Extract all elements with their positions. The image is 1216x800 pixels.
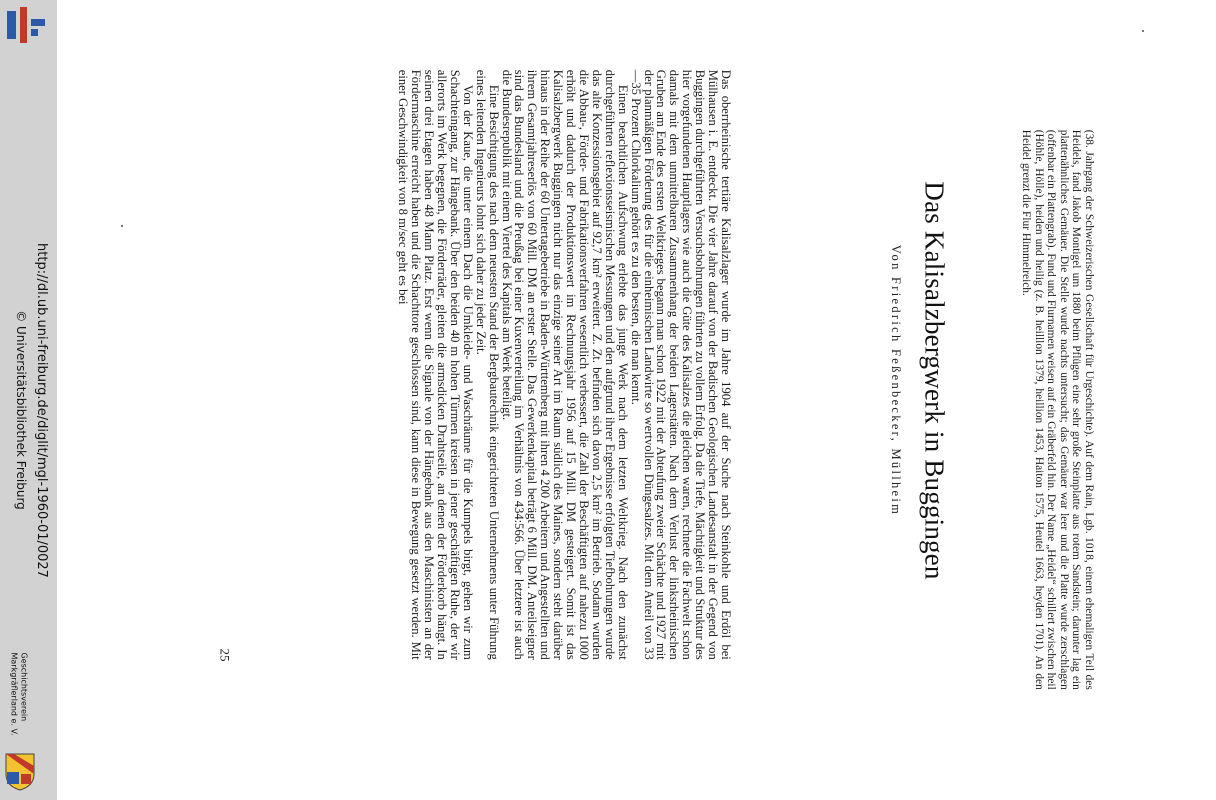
document-url[interactable]: http://dl.ub.uni-freiburg.de/diglit/mgl-1960-01/0027	[33, 242, 49, 578]
page-number-wrap	[214, 640, 234, 670]
article-title-wrap	[912, 150, 956, 610]
viewer-sidebar	[0, 0, 57, 800]
article-byline: Von Friedrich Feßenbecker, Müllheim	[889, 244, 904, 516]
paragraph: Eine Besichtigung des nach dem neuesten Stand der Bergbautechnik eingerichteten Unternehmens unter Führung eines leitenden Ingenieurs lohnt sich daher zu jeder Zeit.	[473, 70, 501, 660]
society-coat-of-arms-icon	[4, 752, 36, 792]
footnote-block-wrap	[1002, 120, 1112, 700]
paragraph: Von der Kaue, die unter einem Dach die Umkleide- und Waschräume für die Kumpels birgt, gehen wir zum Schachteingang, zur Hängebank. Über den beiden 40 m hohen Türmen kreisen in jener geschäftigen Ruhe, der wir allerorts im Werk begegnen, die Förderräder, gleiten die armsdicken Drahtseile, an denen der Förderkorb hängt. In seinen drei Etagen haben 48 Mann Platz. Erst wenn die Signale von der Hängebank aus den Maschinisten an der Fördermaschine erreicht haben und die Schachttore geschlossen sind, kann diese in Bewegung gesetzt werden. Mit einer Geschwindigkeit von 8 m/sec geht es bei	[396, 70, 475, 660]
scan-speck	[1142, 30, 1144, 32]
university-library-logo-icon[interactable]	[5, 5, 49, 45]
scan-speck	[121, 225, 123, 227]
paragraph: Das oberrheinische tertiäre Kalisalzlager wurde im Jahre 1904 auf der Suche nach Steinkohle und Erdöl bei Mülhausen i. E. entdeckt. Die vier Jahre darauf von der Badischen Geologischen Landesanstalt in der Gegend von Buggingen durchgeführten Versuchsbohrungen führten zu vollem Erfolg. Da die Tiefe, Mächtigkeit und Struktur des hier vorgefundenen Hauptlagers wie auch die Güte des Kalisalzes die gleichen waren, rechnete die Fachwelt schon damals mit dem unmittelbaren Zusammenhang der beiden Lagerstätten. Nach dem Verlust der linksrheinischen Gruben am Ende des ersten Weltkrieges begann man schon 1922 mit der Abteufung zweier Schächte und 1927 mit der planmäßigen Förderung des für die einheimischen Landwirte so wertvollen Düngesalzes. Mit dem Anteil von 33—35 Prozent Chlorkalium gehört es zu den besten, die man kennt.	[628, 70, 733, 660]
paragraph: Einen beachtlichen Aufschwung erlebte das junge Werk nach dem letzten Weltkrieg. Nach den zunächst durchgeführten reflexionsseismischen Messungen und den aufgrund ihrer Ergebnisse erfolgten Tiefbohrungen wurde das alte Konzessionsgebiet auf 92,7 km² erweitert. Z. Zt. befinden sich davon 2,5 km² im Betrieb. Sodann wurden die Abbau-, Förder- und Fabrikationsverfahren wesentlich verbessert, die Zahl der Beschäftigten auf nahezu 1000 erhöht und dadurch der Produktionswert im Rechnungsjahr 1956 auf 15 Mill. DM gesteigert. Somit ist das Kalisalzbergwerk Buggingen nicht nur das einzige seiner Art im Raum südlich des Maines, sondern steht darüber hinaus in der Reihe der 60 Untertagebetriebe in Baden-Württemberg mit ihren 4 200 Arbeitern und Angestellten und ihrem Gesamtjahreserlös von 60 Mill. DM an erster Stelle. Das Gewerkenkapital beträgt 6 Mill. DM. Anteilseigner sind das Bundesland und die Preußag bei einer Kuxenverteilung im Verhältnis von 434:566. Über letztere ist auch die Bundesrepublik mit einem Viertel des Kapitals am Werk beteiligt.	[499, 70, 630, 660]
article-title: Das Kalisalzbergwerk in Buggingen	[919, 180, 950, 580]
footnote-text: (38. Jahrgang der Schweizerischen Gesellschaft für Urgeschichte). Auf dem Rain, Lgb. 1018, einem ehemaligen Teil des Heidels, fand Jakob Montigel um 1880 beim Pflügen eine sehr große Steinplatte aus rotem Sandstein; darunter lag ein plattenähnliches Gemäuer. Die Stelle wurde nachts untersucht; das Gemäuer war leer und die Platte wurde zerschlagen (offenbar ein Plattengrab). Fund und Flurnamen weisen auf ein Gräberfeld hin. Der Name „Heidel“ schillert zwischen heil (Höhle, Hölle), heiden und heilig (z. B. heilllon 1379, heillion 1453, Haiton 1575, Heutel 1663, heyden 1701). An den Heidel grenzt die Flur Himmelreich.	[1019, 130, 1095, 690]
article-body	[396, 70, 732, 660]
page-number: 25	[217, 648, 232, 662]
society-name: Geschichtsverein Markgräflerland e. V.	[10, 652, 29, 736]
byline-wrap	[884, 180, 908, 580]
footnote-block	[1019, 130, 1095, 690]
copyright-notice: © Universitätsbibliothek Freiburg	[14, 310, 29, 510]
body-text-wrap	[248, 65, 880, 665]
